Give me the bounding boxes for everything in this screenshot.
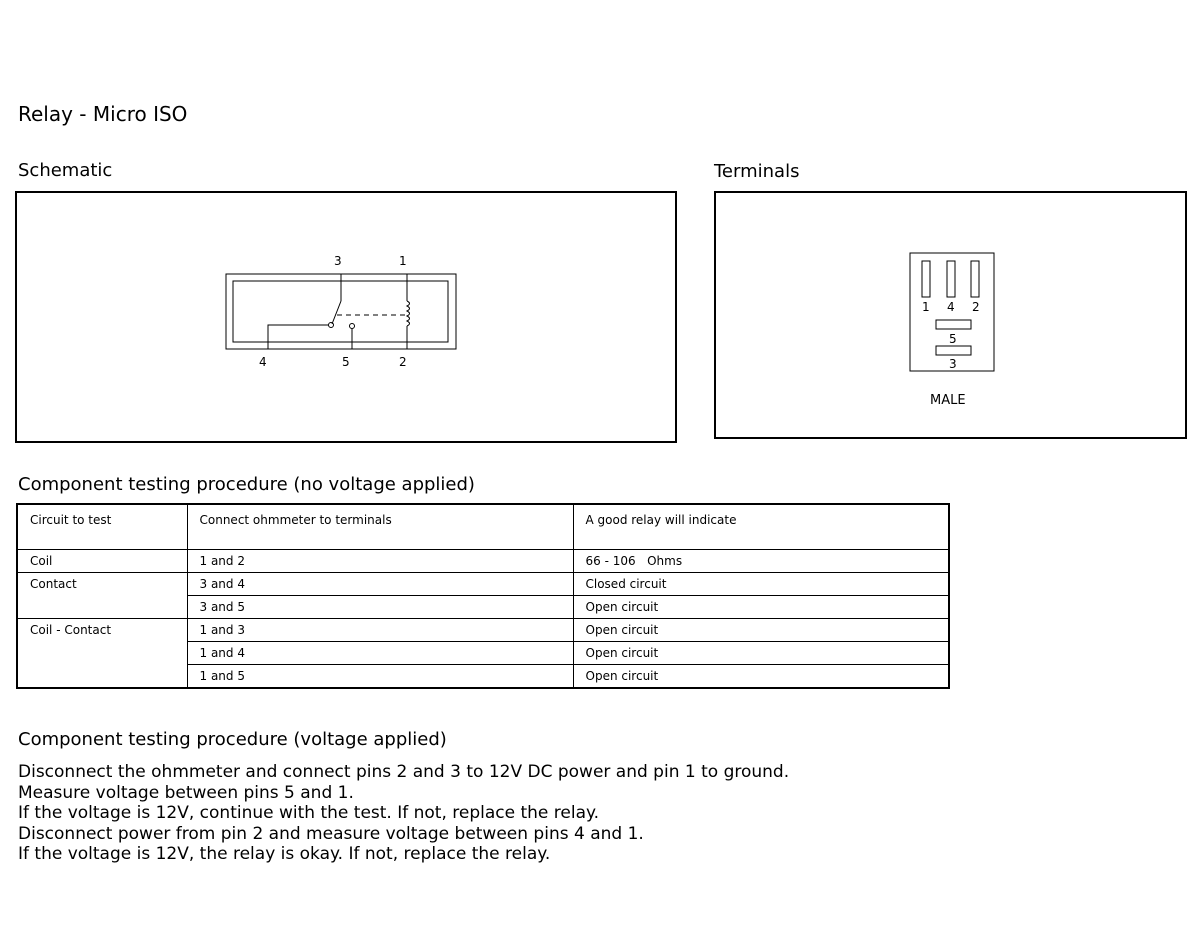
schematic-heading: Schematic — [18, 160, 113, 181]
cell-result: Closed circuit — [573, 573, 949, 596]
male-caption: MALE — [930, 393, 966, 408]
relay-schematic-diagram — [15, 191, 677, 443]
no-voltage-test-table — [16, 503, 950, 689]
table-header-row — [17, 504, 949, 550]
terminal-3-blade — [936, 346, 971, 355]
schem-pin-5-label: 5 — [342, 355, 350, 369]
term-pin-3-label: 3 — [949, 357, 957, 371]
cell-circuit: Coil — [17, 550, 187, 573]
term-pin-2-label: 2 — [972, 300, 980, 314]
terminal-5-blade — [936, 320, 971, 329]
cell-circuit — [17, 665, 187, 689]
pin-4-lead — [268, 325, 328, 349]
pin-5-contact — [350, 324, 355, 329]
schem-pin-3-label: 3 — [334, 254, 342, 268]
terminal-1-blade — [922, 261, 930, 297]
cell-result: Open circuit — [573, 596, 949, 619]
table-row — [17, 619, 949, 642]
table-row — [17, 665, 949, 689]
cell-circuit: Contact — [17, 573, 187, 596]
term-pin-4-label: 4 — [947, 300, 955, 314]
instruction-line: Measure voltage between pins 5 and 1. — [18, 782, 354, 803]
terminal-layout-diagram — [714, 191, 1187, 439]
voltage-heading: Component testing procedure (voltage applied) — [18, 729, 447, 750]
terminals-heading: Terminals — [714, 161, 800, 182]
cell-circuit — [17, 642, 187, 665]
col-header-circuit: Circuit to test — [30, 513, 112, 527]
cell-result: Open circuit — [573, 665, 949, 689]
table-row — [17, 642, 949, 665]
table-row — [17, 550, 949, 573]
terminals-panel — [714, 191, 1187, 439]
no-voltage-heading: Component testing procedure (no voltage applied) — [18, 474, 475, 495]
col-header-result: A good relay will indicate — [573, 504, 949, 550]
cell-result: 66 - 106 Ohms — [573, 550, 949, 573]
cell-terminals: 1 and 5 — [187, 665, 573, 689]
schem-pin-4-label: 4 — [259, 355, 267, 369]
coil-winding — [407, 301, 410, 326]
schem-pin-2-label: 2 — [399, 355, 407, 369]
cell-result: Open circuit — [573, 619, 949, 642]
cell-result: Open circuit — [573, 642, 949, 665]
instruction-line: If the voltage is 12V, continue with the test. If not, replace the relay. — [18, 803, 600, 823]
instruction-line: If the voltage is 12V, the relay is okay. If not, replace the relay. — [18, 844, 551, 864]
table-row — [17, 573, 949, 596]
cell-terminals: 3 and 4 — [187, 573, 573, 596]
cell-terminals: 1 and 2 — [187, 550, 573, 573]
term-pin-5-label: 5 — [949, 332, 957, 346]
cell-circuit — [17, 596, 187, 619]
instruction-line: Disconnect the ohmmeter and connect pins 2 and 3 to 12V DC power and pin 1 to ground. — [18, 762, 790, 782]
schem-pin-1-label: 1 — [399, 254, 407, 268]
switch-pivot — [329, 323, 334, 328]
terminal-4-blade — [947, 261, 955, 297]
schematic-panel — [15, 191, 677, 443]
table-row — [17, 596, 949, 619]
cell-terminals: 3 and 5 — [187, 596, 573, 619]
term-pin-1-label: 1 — [922, 300, 930, 314]
cell-terminals: 1 and 4 — [187, 642, 573, 665]
page-title: Relay - Micro ISO — [18, 102, 188, 126]
terminal-2-blade — [971, 261, 979, 297]
cell-terminals: 1 and 3 — [187, 619, 573, 642]
instruction-line: Disconnect power from pin 2 and measure voltage between pins 4 and 1. — [18, 823, 644, 844]
voltage-instructions — [18, 762, 789, 865]
col-header-terminals: Connect ohmmeter to terminals — [187, 504, 573, 550]
cell-circuit: Coil - Contact — [17, 619, 187, 642]
switch-arm — [332, 301, 341, 324]
